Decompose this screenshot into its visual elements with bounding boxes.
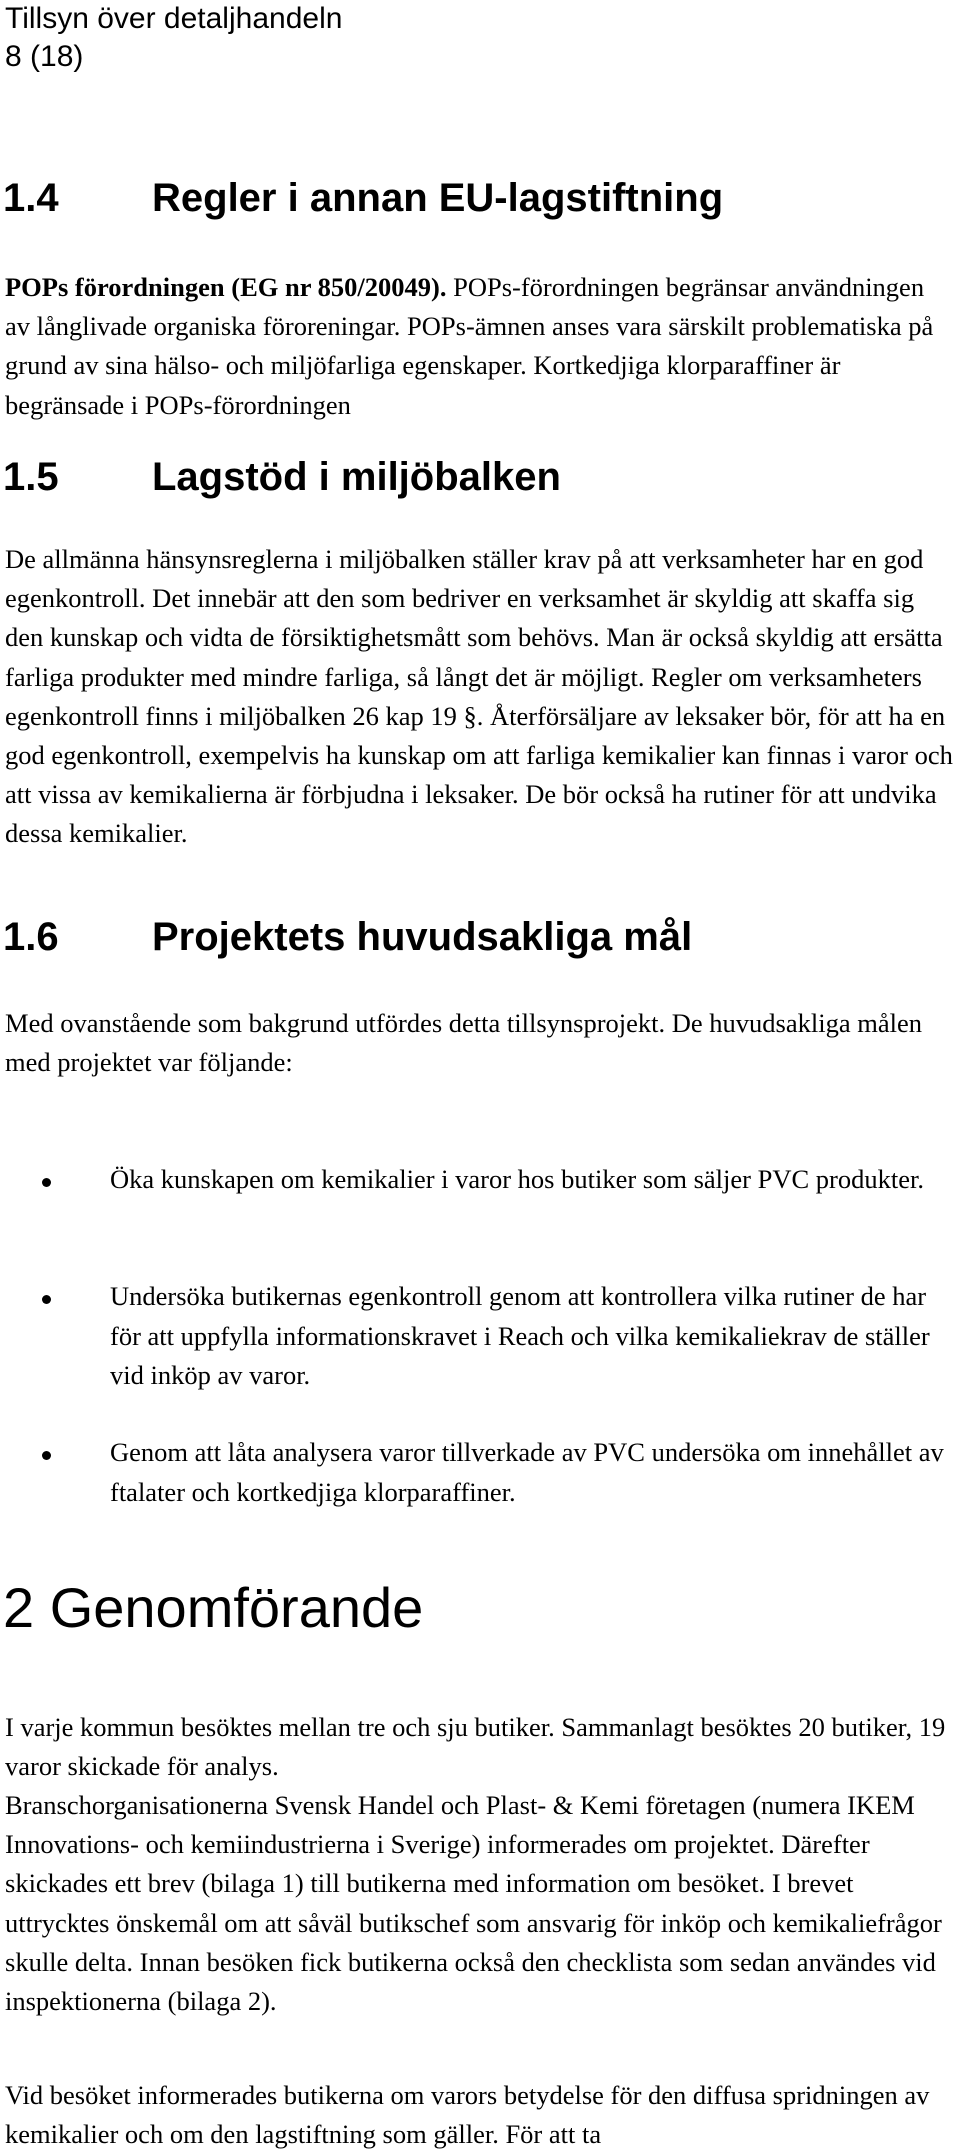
section-2-heading: 2 Genomförande [3,1576,424,1639]
bullet-3-dot [42,1451,51,1460]
section-2-paragraph-3: Vid besöket informerades butikerna om varors betydelse för den diffusa spridningen av kemikalier och om den lagstiftning som gäller. För att ta [5,2080,930,2149]
page-header [5,0,342,76]
section-1-6-intro: Med ovanstående som bakgrund utfördes detta tillsynsprojekt. De huvudsakliga målen med projektet var följande: [5,1008,922,1078]
bullet-1-text: Öka kunskapen om kemikalier i varor hos butiker som säljer PVC produkter. [110,1164,924,1194]
section-1-5-paragraph: De allmänna hänsynsreglerna i miljöbalken ställer krav på att verksamheter har en god egenkontroll. Det innebär att den som bedriver en verksamhet är skyldig att skaffa sig den kunskap och vidta de försiktighetsmått som behövs. Man är också skyldig att ersätta farliga produkter med mindre farliga, så långt det är möjligt. Regler om verksamheters egenkontroll finns i miljöbalken 26 kap 19 §. Återförsäljare av leksaker bör, för att ha en god egenkontroll, exempelvis ha kunskap om att farliga kemikalier kan finnas i varor och att vissa av kemikalierna är förbjudna i leksaker. De bör också ha rutiner för att undvika dessa kemikalier. [5,544,953,849]
section-1-6-heading: Projektets huvudsakliga mål [152,915,693,959]
bullet-2-text: Undersöka butikernas egenkontroll genom att kontrollera vilka rutiner de har för att uppfylla informationskravet i Reach och vilka kemikaliekrav de ställer vid inköp av varor. [110,1281,930,1390]
pops-paragraph-text: POPs-förordningen begränsar användningen av långlivade organiska föroreningar. POPs-ämnen anses vara särskilt problematiska på grund av sina hälso- och miljöfarliga egenskaper. Kortkedjiga klorparaffiner är begränsade i POPs-förordningen [5,272,934,420]
section-1-5-heading: Lagstöd i miljöbalken [152,455,561,499]
section-1-4-heading: Regler i annan EU-lagstiftning [152,176,724,220]
section-1-4-paragraph [5,268,955,425]
bullet-2-dot [42,1295,51,1304]
page-number: 8 (18) [5,40,84,73]
document-title: Tillsyn över detaljhandeln [5,2,343,35]
bullet-3-text: Genom att låta analysera varor tillverkade av PVC undersöka om innehållet av ftalater och kortkedjiga klorparaffiner. [110,1437,944,1507]
section-2-paragraph-2: Branschorganisationerna Svensk Handel och Plast- & Kemi företagen (numera IKEM Innovations- och kemiindustrierna i Sverige) informerades om projektet. Därefter skickades ett brev (bilaga 1) till butikerna med information om besöket. I brevet uttrycktes önskemål om att såväl butikschef som ansvarig för inköp och kemikaliefrågor skulle delta. Innan besöken fick butikerna också den checklista som sedan användes vid inspektionerna (bilaga 2). [5,1790,942,2017]
section-1-4-number: 1.4 [3,176,59,220]
section-1-5-number: 1.5 [3,455,59,499]
pops-regulation-reference: POPs förordningen (EG nr 850/20049). [5,272,447,302]
section-2-paragraph-1: I varje kommun besöktes mellan tre och sju butiker. Sammanlagt besöktes 20 butiker, 19 varor skickade för analys. [5,1712,946,1782]
bullet-1-dot [42,1178,51,1187]
section-1-6-number: 1.6 [3,915,59,959]
